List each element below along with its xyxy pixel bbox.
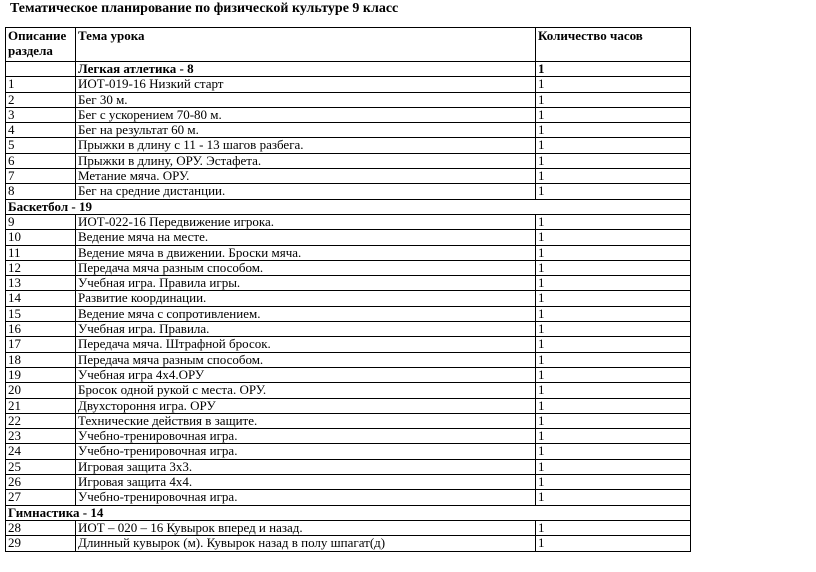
lesson-topic: Учебно-тренировочная игра. bbox=[76, 490, 536, 505]
lesson-topic: Ведение мяча с сопротивлением. bbox=[76, 306, 536, 321]
lesson-topic: Передача мяча разным способом. bbox=[76, 260, 536, 275]
lesson-hours: 1 bbox=[536, 459, 691, 474]
lesson-topic: Бег с ускорением 70-80 м. bbox=[76, 107, 536, 122]
table-row bbox=[6, 92, 691, 107]
lesson-number: 28 bbox=[6, 520, 76, 535]
lesson-hours: 1 bbox=[536, 490, 691, 505]
lesson-number: 20 bbox=[6, 383, 76, 398]
section-label: Гимнастика - 14 bbox=[6, 505, 691, 520]
lesson-number: 18 bbox=[6, 352, 76, 367]
lesson-topic: Ведение мяча в движении. Броски мяча. bbox=[76, 245, 536, 260]
lesson-topic: Передача мяча. Штрафной бросок. bbox=[76, 337, 536, 352]
lesson-topic: Учебная игра. Правила. bbox=[76, 322, 536, 337]
lesson-number: 7 bbox=[6, 169, 76, 184]
lesson-hours: 1 bbox=[536, 383, 691, 398]
lesson-hours: 1 bbox=[536, 520, 691, 535]
table-row bbox=[6, 367, 691, 382]
lesson-hours: 1 bbox=[536, 230, 691, 245]
lesson-hours: 1 bbox=[536, 367, 691, 382]
lesson-topic: Игровая защита 3х3. bbox=[76, 459, 536, 474]
lesson-hours: 1 bbox=[536, 123, 691, 138]
lesson-number: 23 bbox=[6, 429, 76, 444]
lesson-number: 6 bbox=[6, 153, 76, 168]
lesson-hours: 1 bbox=[536, 153, 691, 168]
lesson-number: 12 bbox=[6, 260, 76, 275]
lesson-number: 3 bbox=[6, 107, 76, 122]
table-row bbox=[6, 413, 691, 428]
lesson-hours: 1 bbox=[536, 291, 691, 306]
section-label: Легкая атлетика - 8 bbox=[76, 62, 536, 77]
lesson-number: 10 bbox=[6, 230, 76, 245]
lesson-topic: Длинный кувырок (м). Кувырок назад в полу шпагат(д) bbox=[76, 536, 536, 551]
lesson-topic: Прыжки в длину, ОРУ. Эстафета. bbox=[76, 153, 536, 168]
table-row bbox=[6, 123, 691, 138]
lesson-number: 17 bbox=[6, 337, 76, 352]
table-row bbox=[6, 429, 691, 444]
table-row bbox=[6, 291, 691, 306]
lesson-number: 22 bbox=[6, 413, 76, 428]
lesson-hours: 1 bbox=[536, 444, 691, 459]
lesson-topic: ИОТ – 020 – 16 Кувырок вперед и назад. bbox=[76, 520, 536, 535]
table-row bbox=[6, 77, 691, 92]
lesson-number: 5 bbox=[6, 138, 76, 153]
document-title: Тематическое планирование по физической культуре 9 класс bbox=[10, 1, 399, 16]
header-topic: Тема урока bbox=[76, 28, 536, 62]
lesson-hours: 1 bbox=[536, 214, 691, 229]
lesson-topic: Двухстороння игра. ОРУ bbox=[76, 398, 536, 413]
lesson-hours: 1 bbox=[536, 352, 691, 367]
lesson-hours: 1 bbox=[536, 107, 691, 122]
lesson-topic: Учебная игра 4х4.ОРУ bbox=[76, 367, 536, 382]
lesson-number: 13 bbox=[6, 276, 76, 291]
lesson-topic: Бег 30 м. bbox=[76, 92, 536, 107]
lesson-hours: 1 bbox=[536, 306, 691, 321]
section-label: Баскетбол - 19 bbox=[6, 199, 691, 214]
lesson-hours: 1 bbox=[536, 184, 691, 199]
lesson-topic: Метание мяча. ОРУ. bbox=[76, 169, 536, 184]
lesson-hours: 1 bbox=[536, 276, 691, 291]
lesson-topic: Учебная игра. Правила игры. bbox=[76, 276, 536, 291]
table-row bbox=[6, 490, 691, 505]
lesson-topic: Бег на результат 60 м. bbox=[76, 123, 536, 138]
lesson-number: 15 bbox=[6, 306, 76, 321]
table-row bbox=[6, 459, 691, 474]
table-row bbox=[6, 276, 691, 291]
lesson-hours: 1 bbox=[536, 398, 691, 413]
table-row bbox=[6, 214, 691, 229]
section-row bbox=[6, 505, 691, 520]
lesson-topic: Учебно-тренировочная игра. bbox=[76, 429, 536, 444]
table-row bbox=[6, 383, 691, 398]
lesson-number: 19 bbox=[6, 367, 76, 382]
table-row bbox=[6, 352, 691, 367]
header-hours: Количество часов bbox=[536, 28, 691, 62]
lesson-number: 11 bbox=[6, 245, 76, 260]
lesson-topic: Бег на средние дистанции. bbox=[76, 184, 536, 199]
lesson-number: 4 bbox=[6, 123, 76, 138]
lesson-number: 24 bbox=[6, 444, 76, 459]
lesson-hours: 1 bbox=[536, 169, 691, 184]
lesson-topic: Бросок одной рукой с места. ОРУ. bbox=[76, 383, 536, 398]
lesson-topic: ИОТ-019-16 Низкий старт bbox=[76, 77, 536, 92]
table-row bbox=[6, 153, 691, 168]
lesson-topic: Технические действия в защите. bbox=[76, 413, 536, 428]
table-row bbox=[6, 398, 691, 413]
lesson-topic: Учебно-тренировочная игра. bbox=[76, 444, 536, 459]
lesson-number: 27 bbox=[6, 490, 76, 505]
lesson-topic: Ведение мяча на месте. bbox=[76, 230, 536, 245]
lesson-hours: 1 bbox=[536, 413, 691, 428]
table-row bbox=[6, 107, 691, 122]
lesson-number: 21 bbox=[6, 398, 76, 413]
lesson-hours: 1 bbox=[536, 92, 691, 107]
table-row bbox=[6, 306, 691, 321]
lesson-hours: 1 bbox=[536, 138, 691, 153]
lesson-number: 8 bbox=[6, 184, 76, 199]
table-row bbox=[6, 322, 691, 337]
table-row bbox=[6, 138, 691, 153]
lesson-topic: Передача мяча разным способом. bbox=[76, 352, 536, 367]
lesson-number bbox=[6, 62, 76, 77]
lesson-number: 14 bbox=[6, 291, 76, 306]
header-section: Описание раздела bbox=[6, 28, 76, 62]
table-row bbox=[6, 260, 691, 275]
table-header-row bbox=[6, 28, 691, 62]
lesson-hours: 1 bbox=[536, 245, 691, 260]
section-row bbox=[6, 199, 691, 214]
lesson-topic: ИОТ-022-16 Передвижение игрока. bbox=[76, 214, 536, 229]
lesson-hours: 1 bbox=[536, 475, 691, 490]
lesson-number: 9 bbox=[6, 214, 76, 229]
lesson-number: 1 bbox=[6, 77, 76, 92]
lesson-hours: 1 bbox=[536, 62, 691, 77]
lesson-topic: Развитие координации. bbox=[76, 291, 536, 306]
lesson-hours: 1 bbox=[536, 536, 691, 551]
lesson-hours: 1 bbox=[536, 322, 691, 337]
lesson-hours: 1 bbox=[536, 429, 691, 444]
table-row bbox=[6, 169, 691, 184]
lesson-number: 16 bbox=[6, 322, 76, 337]
lesson-number: 29 bbox=[6, 536, 76, 551]
lesson-topic: Прыжки в длину с 11 - 13 шагов разбега. bbox=[76, 138, 536, 153]
table-row bbox=[6, 520, 691, 535]
lesson-hours: 1 bbox=[536, 77, 691, 92]
lesson-hours: 1 bbox=[536, 337, 691, 352]
table-row bbox=[6, 536, 691, 551]
lesson-number: 2 bbox=[6, 92, 76, 107]
table-row bbox=[6, 184, 691, 199]
table-row bbox=[6, 444, 691, 459]
table-row bbox=[6, 245, 691, 260]
lesson-hours: 1 bbox=[536, 260, 691, 275]
lesson-number: 25 bbox=[6, 459, 76, 474]
lesson-topic: Игровая защита 4х4. bbox=[76, 475, 536, 490]
section-row bbox=[6, 62, 691, 77]
table-row bbox=[6, 230, 691, 245]
lesson-number: 26 bbox=[6, 475, 76, 490]
lesson-plan-table bbox=[5, 27, 691, 552]
table-row bbox=[6, 475, 691, 490]
table-row bbox=[6, 337, 691, 352]
